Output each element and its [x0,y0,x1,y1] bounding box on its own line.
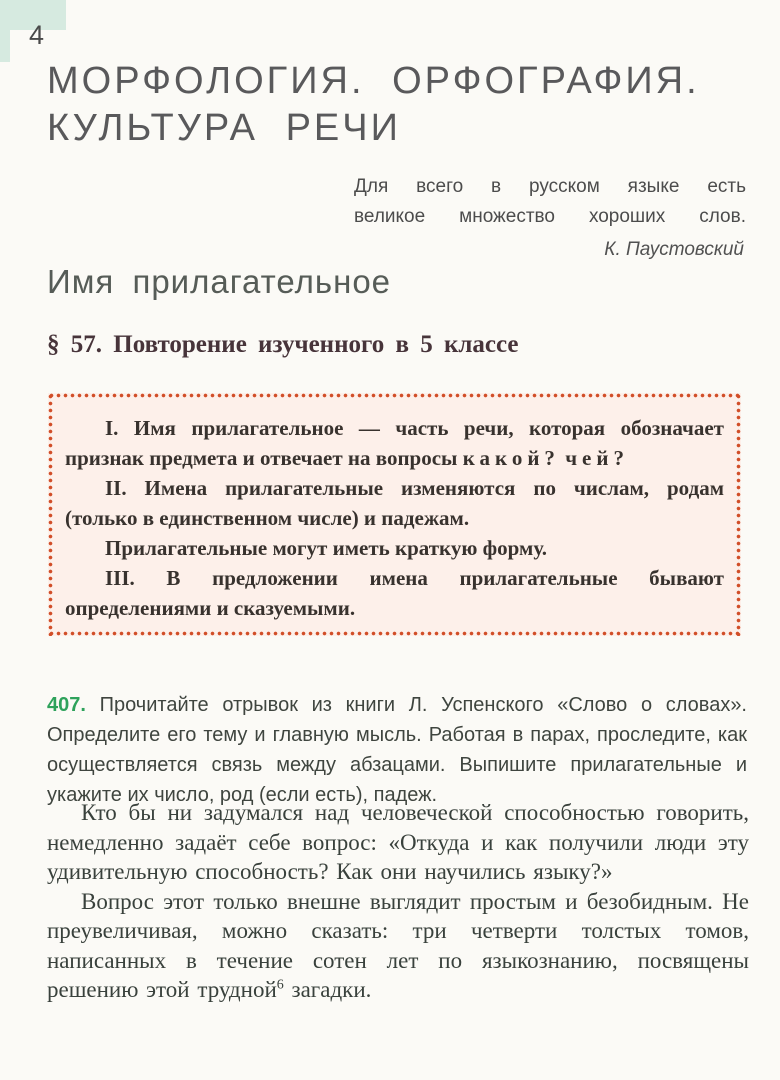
rule-item-1 [65,413,724,473]
rule-item-2: II. Имена прилагательные изменяются по числам, родам (только в единственном числе) и падежам. [65,476,724,530]
passage-paragraph-2-tail: загадки. [291,977,372,1002]
rule-item-3: Прилагательные могут иметь краткую форму. [105,536,547,560]
rule-item-4: III. В предложении имена прилагательные бывают определениями и сказуемыми. [65,566,724,620]
rule-box [48,393,741,636]
rule-item-1-question2: чей? [565,446,629,470]
exercise-number: 407. [47,694,86,716]
epigraph [354,172,746,265]
epigraph-line1: Для всего в русском языке есть [354,176,746,197]
paragraph-heading: § 57. Повторение изученного в 5 классе [47,331,519,358]
chapter-title-line1: МОРФОЛОГИЯ. ОРФОГРАФИЯ. [47,60,700,102]
rule-item-1-text: — часть речи, которая обозначает признак предмета и отвечает на вопросы [65,416,724,470]
section-title: Имя прилагательное [47,263,392,300]
epigraph-line2: великое множество хороших слов. [354,206,746,227]
passage-paragraph-2 [47,887,749,1005]
page-number: 4 [29,20,45,50]
epigraph-attribution: К. Паустовский [604,239,744,260]
corner-accent-side [0,0,10,62]
exercise-instructions: Прочитайте отрывок из книги Л. Успенского «Слово о словах». Определите его тему и главную мысль. Работая в парах, проследите, как осуществляется связь между абзацами. Выпишите прилагательные и укажите их число, род (если есть), падеж. [47,694,747,806]
rule-item-1-question1: какой? [462,446,560,470]
passage-paragraph-1: Кто бы ни задумался над человеческой способностью говорить, немедленно задаёт себе вопрос: «Откуда и как получили люди эту удивительную способность? Как они научились языку?» [47,800,749,884]
rule-item-1-numeral: I. [105,416,119,440]
chapter-title [47,58,747,152]
passage-paragraph-2-text: Вопрос этот только внешне выглядит простым и безобидным. Не преувеличивая, можно сказать: три четверти толстых томов, написанных в течение сотен лет по языкознанию, посвящены решению этой трудной [47,888,749,1002]
chapter-title-line2: КУЛЬТУРА РЕЧИ [47,107,401,149]
rule-item-1-term: Имя прилагательное [133,416,344,440]
footnote-mark: 6 [276,977,284,993]
exercise-407 [47,690,747,810]
reading-passage [47,798,749,1005]
